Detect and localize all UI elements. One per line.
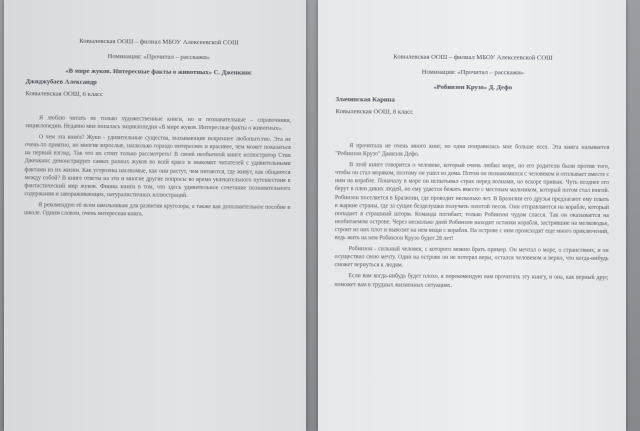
- right-paragraph-4: Если вам когда-нибудь будет плохо, я порекомендую вам прочитать эту книгу, и она, как верный друг, поможет вам в трудных жизненных ситуациях.: [334, 273, 609, 289]
- right-nomination: Номинация: «Прочитал – расскажи»: [421, 68, 525, 77]
- right-paragraph-2: В этой книге говорится о человеке, который очень любил море, но его родители были против того, чтобы он стал моряком, поэтому он ушел из дома. Потом он познакомился с человеком и отплывает вместе с ним на корабле. Поначалу в море он испытывал страх перед волнами, но вскоре привык. Чуть позднее его берут в плен диких людей, но ему удается бежать вместе с местным мальчиком, который потом стал юнгой. Робинзон поселяется в Бразилии, где проводит несколько лет. В Бразилии его друзья предлагают ему плыть в жаркие страны, где за сущие безделушки получить золотой песок. Они отправляются на корабле, который попадает в страшный шторм. Команда погибает, только Робинзон чудом спасся. Так он оказывается на необитаемом острове. Через несколько дней Робинзон находит останки корабля, застрявшие на мелководье, строит из них плот и вывозит на нем вещи с корабля. На острове с ним происходят еще много приключений, ведь жить на нем Робинзон Крузо будет 28 лет!: [334, 162, 610, 242]
- left-school: Ковылевская ООШ, 6 класс: [25, 90, 103, 99]
- left-nomination: Номинация: «Прочитал – расскажи»: [107, 53, 210, 62]
- left-paragraph-1: Я люблю читать не только художественные книги, но и познавательные – справочники, энциклопедии. Недавно мне попалась энциклопедия «В мире жуков. Интересные факты о животных».: [25, 115, 292, 133]
- right-header: Ковылевская ООШ – филиал МБОУ Алексеевской СОШ: [393, 53, 553, 62]
- left-sheet: [4, 0, 306, 431]
- right-paragraph-3: Робинзон - сильный человек, с которого можно брать пример. Он мечтал о море, о странствиях, и он осуществил свою мечту. Один на острове он не потерял веры, остался человеком и верил, что когда-нибудь сможет вернуться к людям.: [334, 246, 609, 269]
- right-sheet: [318, 0, 626, 431]
- right-author: Злачинская Карина: [335, 96, 395, 104]
- left-author: Джиджубаев Александр: [25, 78, 97, 86]
- left-paragraph-3: Я рекомендую её всем школьникам для развития кругозора, а также как дополнительное пособие в школе. Одним словом, очень интересная книга.: [24, 202, 291, 218]
- right-paragraph-1: Я прочитала не очень много книг, но одна понравилась мне больше всех. Эта книга называется "Робинзон Крузо" Даниэля Дефо.: [335, 143, 610, 158]
- left-book-title: «В мире жуков. Интересные факты о животных» С. Дженкинс: [65, 67, 252, 77]
- right-book-title: «Робинзон Крузо» Д. Дефо: [433, 83, 513, 92]
- left-header: Ковылевская ООШ – филиал МБОУ Алексеевской СОШ: [79, 37, 239, 47]
- right-school: Ковылевская ООШ, 8 класс: [335, 108, 414, 116]
- left-paragraph-2: О чем эта книга? Жуки - удивительные существа, вызывающие искреннее любопытство. Эта не очень-то приятно, но многие взрослые, насколько гораздо интереснее и красивее, чем может показаться на первый взгляд. Так что их стоит только рассмотреть! В своей необычной книге иллюстратор Стив Дженкинс демонстрирует самых разных жуков во всей красе и знакомит читателей с удивительными фактами из их жизни. Как устроены насекомые, как они растут, чем питаются, где живут, как общаются между собой? В книге ответы на эти и многие другие вопросы во время увлекательного путешествия в фантастический мир жуков. Фишка книги в том, что здесь удивительное сочетание познавательного содержания и завораживающих, натуралистичных иллюстраций.: [24, 134, 291, 199]
